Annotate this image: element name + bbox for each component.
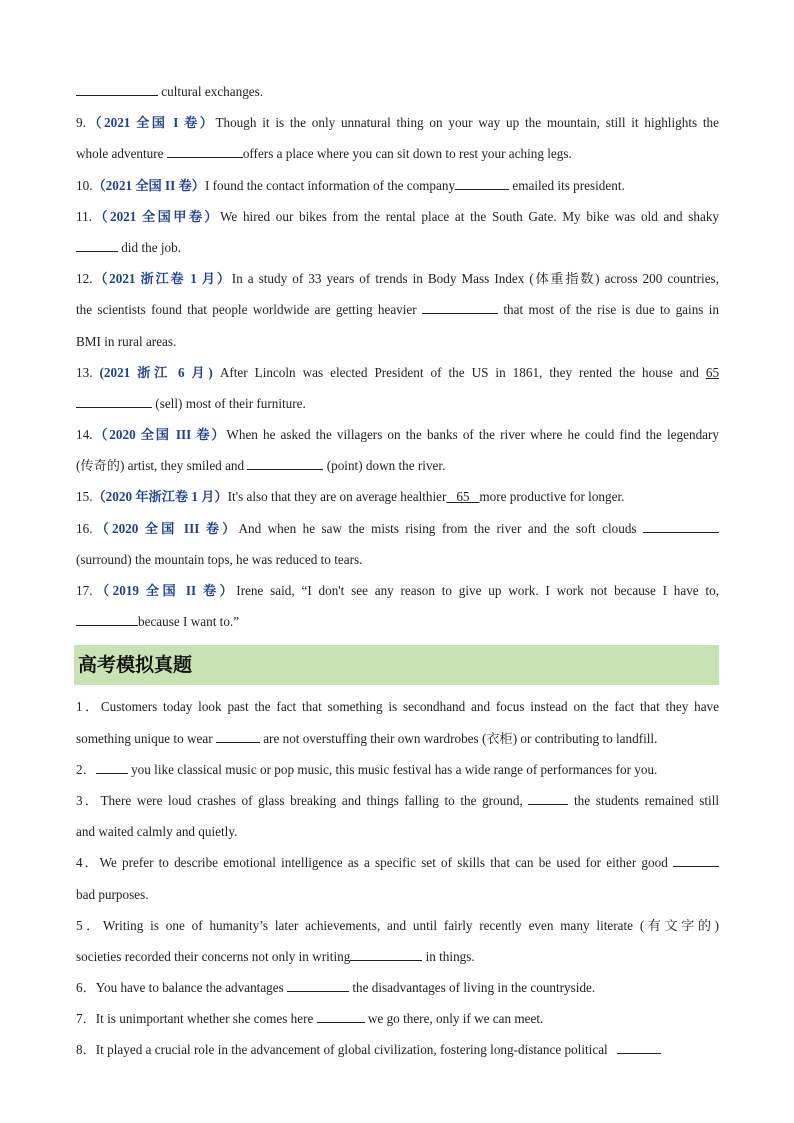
question-source: （2021 浙江卷 1 月） [92,271,232,287]
answer-blank[interactable] [643,520,719,533]
question-number: 8． [76,1042,96,1058]
question-number: 3． [76,792,101,808]
section-heading: 高考模拟真题 [74,645,719,685]
question-text: the students remained still [573,792,719,808]
blank-marker[interactable] [446,489,479,504]
document-page [76,76,719,1066]
question-text: that most of the rise is due to gains in [503,302,719,318]
question-12-line3 [76,326,719,357]
answer-blank[interactable] [673,854,719,867]
mock-question-3 [76,785,719,816]
answer-blank[interactable] [76,613,138,626]
question-text: When he asked the villagers on the banks of the river where he could find the legendary [226,427,719,443]
question-text: you like classical music or pop music, this music festival has a wide range of performances for you. [131,761,658,777]
question-11-line2 [76,232,719,263]
question-number: 6． [76,980,96,996]
question-text: cultural exchanges. [161,84,264,99]
question-text: we go there, only if we can meet. [367,1011,544,1027]
answer-blank[interactable] [455,177,509,190]
question-number: 4． [76,855,100,871]
question-source: （2020 年浙江卷 1 月） [92,489,228,505]
question-number: 12. [76,271,93,287]
question-13 [76,357,719,388]
answer-blank[interactable] [528,792,568,805]
question-14-line2 [76,450,719,481]
question-9-line2 [76,138,719,169]
question-text: (传奇的) artist, they smiled and [76,458,245,474]
blank-marker: 65 [705,364,719,380]
mock-question-3-line2 [76,816,719,847]
question-text: the disadvantages of living in the countryside. [352,980,596,996]
question-17 [76,575,719,606]
question-text: Writing is one of humanity’s later achievements, and until fairly recently even many literate (有文字的) [102,917,719,933]
answer-blank[interactable] [216,730,260,743]
question-11 [76,201,719,232]
question-number: 7． [76,1011,96,1027]
question-10 [76,170,719,201]
question-text: something unique to wear [76,730,213,746]
mock-question-5-line2 [76,941,719,972]
question-text: societies recorded their concerns not only in writing [76,948,351,964]
question-number: 15. [76,489,93,505]
question-text: It played a crucial role in the advancement of global civilization, fostering long-distance political [95,1042,608,1058]
question-number: 9. [76,115,86,131]
question-source: （2021 全国 I 卷） [85,115,216,131]
answer-blank[interactable] [617,1041,661,1054]
answer-blank[interactable] [247,457,323,470]
answer-blank[interactable] [317,1010,365,1023]
question-text: and waited calmly and quietly. [76,824,238,840]
mock-question-2 [76,754,719,785]
question-number: 5． [76,917,103,933]
question-16 [76,513,719,544]
question-text: It is unimportant whether she comes here [95,1011,314,1027]
question-text: Customers today look past the fact that something is secondhand and focus instead on the fact that they have [100,699,719,715]
question-text: BMI in rural areas. [76,333,177,349]
question-text: more productive for longer. [479,489,625,505]
question-source: （2020 全国 III 卷） [92,520,239,536]
blank-marker-number: 65 [456,489,470,505]
question-14 [76,419,719,450]
question-text: offers a place where you can sit down to rest your aching legs. [242,146,572,162]
question-text: And when he saw the mists rising from the river and the soft clouds [238,520,637,536]
answer-blank[interactable] [350,948,422,961]
question-text: because I want to.” [138,614,240,630]
question-15 [76,481,719,512]
question-12 [76,263,719,294]
question-text: You have to balance the advantages [95,980,284,996]
question-12-line2 [76,294,719,325]
answer-blank[interactable] [287,979,349,992]
question-8-continuation [76,76,719,107]
question-text: whole adventure [76,146,164,162]
question-text: After Lincoln was elected President of the US in 1861, they rented the house and [219,364,699,380]
answer-blank[interactable] [422,301,498,314]
mock-question-1-line2 [76,723,719,754]
mock-question-8 [76,1034,719,1065]
question-text: Though it is the only unnatural thing on your way up the mountain, still it highlights the [215,115,719,131]
answer-blank[interactable] [96,761,128,774]
answer-blank[interactable] [76,83,158,96]
question-text: We hired our bikes from the rental place at the South Gate. My bike was old and shaky [220,208,719,224]
mock-question-4-line2 [76,879,719,910]
question-text: We prefer to describe emotional intelligence as a specific set of skills that can be used for either good [99,855,668,871]
question-number: 16. [76,520,93,536]
question-number: 11. [76,208,92,224]
question-text: There were loud crashes of glass breaking and things falling to the ground, [100,792,523,808]
answer-blank[interactable] [76,239,118,252]
answer-blank[interactable] [76,395,152,408]
mock-question-6 [76,972,719,1003]
question-source: （2020 全国 III 卷） [92,427,227,443]
question-17-line2 [76,606,719,637]
question-text: did the job. [121,239,182,255]
question-number: 13. [76,364,93,380]
question-text: are not overstuffing their own wardrobes (衣柜) or contributing to landfill. [263,730,658,746]
question-text: bad purposes. [76,886,149,902]
question-number: 17. [76,583,93,598]
answer-blank[interactable] [167,145,243,158]
question-9 [76,107,719,138]
question-source: （2021 全国甲卷） [92,208,221,224]
question-source: （2021 全国 II 卷） [92,177,205,193]
mock-question-1 [76,691,719,722]
question-text: Irene said, “I don't see any reason to give up work. I work not because I have to, [236,583,719,598]
question-text: in things. [425,948,475,964]
mock-question-5 [76,910,719,941]
question-text: I found the contact information of the company [204,177,456,193]
question-text: In a study of 33 years of trends in Body Mass Index (体重指数) across 200 countries, [231,271,719,287]
question-number: 1． [76,699,101,715]
question-text: (point) down the river. [326,458,446,474]
mock-question-7 [76,1003,719,1034]
question-number: 2． [76,761,96,777]
mock-question-4 [76,847,719,878]
question-source: （2019 全国 II 卷） [92,583,237,598]
question-number: 14. [76,427,93,443]
question-source: (2021 浙江 6 月) [99,364,213,380]
question-number: 10. [76,177,93,193]
question-text: (sell) most of their furniture. [155,395,306,411]
question-16-line2 [76,544,719,575]
question-text: the scientists found that people worldwide are getting heavier [76,302,417,318]
question-text: emailed its president. [512,177,625,193]
question-text: It's also that they are on average healthier [227,489,447,505]
question-text: (surround) the mountain tops, he was reduced to tears. [76,551,363,567]
question-13-line2 [76,388,719,419]
